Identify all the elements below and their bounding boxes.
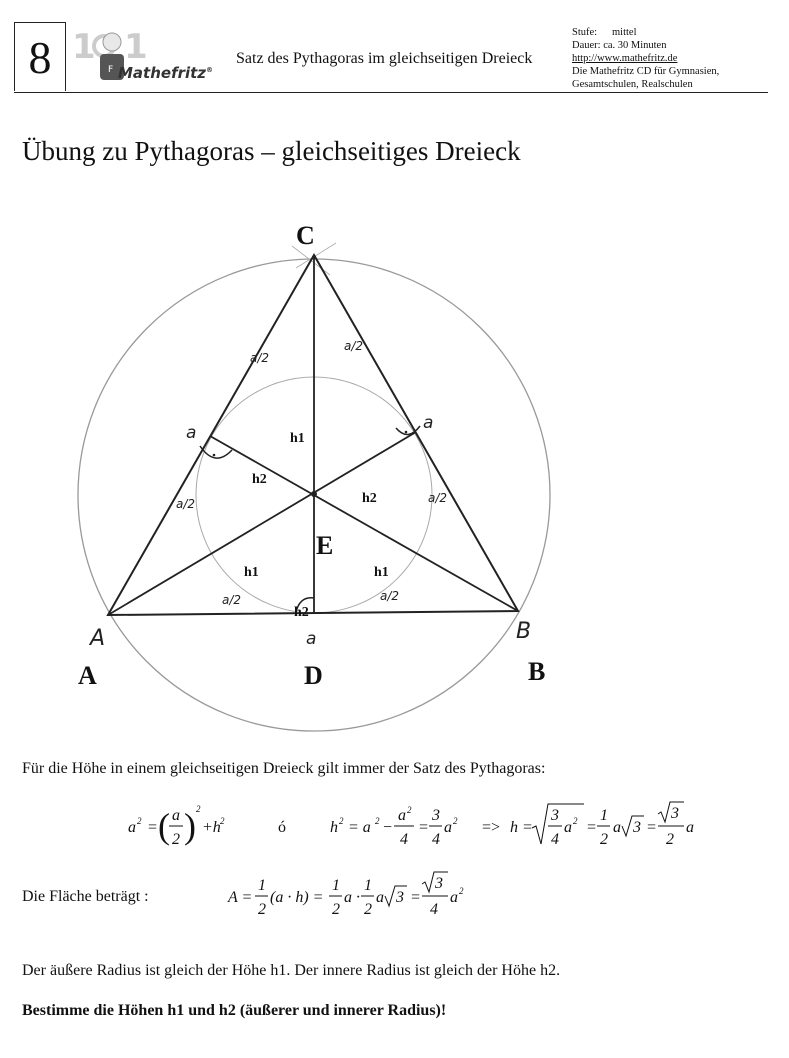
point-C-label: C: [296, 221, 315, 250]
half-side-label: a/2: [250, 351, 270, 365]
svg-text:=: =: [410, 889, 421, 906]
header-info: Stufe: mittel Dauer: ca. 30 Minuten http://www.mathefritz.de Die Mathefritz CD für Gymnasien, Gesamtschulen, Realschulen: [572, 27, 720, 90]
svg-text:4: 4: [430, 901, 438, 918]
svg-text:3: 3: [633, 819, 641, 836]
svg-text:3: 3: [435, 875, 443, 892]
intro-text: Für die Höhe in einem gleichseitigen Dreieck gilt immer der Satz des Pythagoras:: [22, 760, 546, 777]
svg-text:a: a: [172, 807, 180, 824]
h1-label: h1: [374, 565, 389, 580]
svg-text:h: h: [330, 819, 338, 836]
center-point: [311, 491, 317, 497]
hand-label-a-bottom: a: [306, 629, 317, 649]
task-text: Bestimme die Höhen h1 und h2 (äußerer und innerer Radius)!: [22, 1002, 447, 1019]
header-title: Satz des Pythagoras im gleichseitigen Dreieck: [236, 50, 533, 67]
svg-text:A =: A =: [228, 889, 253, 906]
svg-text:=: =: [586, 819, 597, 836]
hand-label-a-right: a: [423, 413, 434, 433]
svg-text:3: 3: [671, 805, 679, 822]
h1-label: h1: [244, 565, 259, 580]
area-label: Die Fläche beträgt :: [22, 888, 149, 905]
svg-text:2: 2: [573, 816, 578, 826]
svg-text:2: 2: [364, 901, 372, 918]
svg-text:1: 1: [600, 807, 608, 824]
svg-text:a: a: [398, 807, 406, 824]
svg-text:ó: ó: [278, 819, 286, 836]
svg-text:a ·: a ·: [344, 889, 360, 906]
svg-text:a: a: [564, 819, 572, 836]
svg-text:1: 1: [124, 27, 148, 67]
svg-text:3: 3: [396, 889, 404, 906]
svg-text:= a: = a: [348, 819, 371, 836]
svg-text:2: 2: [137, 816, 142, 826]
hand-label-a-left: a: [186, 423, 197, 443]
svg-text:2: 2: [196, 804, 201, 814]
svg-text:4: 4: [400, 831, 408, 848]
svg-text:3: 3: [432, 807, 440, 824]
radius-text: Der äußere Radius ist gleich der Höhe h1. Der innere Radius ist gleich der Höhe h2.: [22, 962, 561, 979]
svg-text:a: a: [444, 819, 452, 836]
svg-text:2: 2: [375, 816, 380, 826]
svg-text:(: (: [158, 806, 170, 846]
svg-text:4: 4: [432, 831, 440, 848]
hand-point-A: A: [90, 626, 106, 651]
svg-text:2: 2: [172, 831, 180, 848]
mathefritz-link[interactable]: http://www.mathefritz.de: [572, 53, 678, 64]
logo-text: Mathefritz®: [118, 64, 214, 82]
half-side-label: a/2: [222, 593, 242, 607]
page-title: Übung zu Pythagoras – gleichseitiges Dreieck: [22, 136, 521, 166]
svg-text:=: =: [147, 819, 158, 836]
page-header: [14, 22, 768, 93]
svg-text:h =: h =: [510, 819, 533, 836]
svg-text:2: 2: [332, 901, 340, 918]
svg-text:3: 3: [551, 807, 559, 824]
h2-label: h2: [362, 491, 377, 506]
half-side-label: a/2: [428, 491, 448, 505]
svg-text:−: −: [382, 819, 393, 836]
point-E-label: E: [316, 531, 334, 560]
svg-text:=: =: [646, 819, 657, 836]
svg-text:2: 2: [459, 886, 464, 896]
svg-text:=: =: [418, 819, 429, 836]
worksheet-number: 8: [14, 22, 66, 91]
svg-text:1: 1: [72, 27, 96, 67]
svg-text:2: 2: [453, 816, 458, 826]
svg-text:a: a: [686, 819, 694, 836]
svg-text:a: a: [450, 889, 458, 906]
svg-text:4: 4: [551, 831, 559, 848]
svg-text:a: a: [613, 819, 621, 836]
hand-point-B: B: [516, 619, 532, 644]
svg-text:=>: =>: [482, 819, 501, 836]
point-B-label: B: [528, 657, 546, 686]
svg-text:F: F: [108, 65, 114, 75]
area-formula: [224, 868, 484, 928]
h1-label: h1: [290, 431, 305, 446]
h2-label: h2: [294, 605, 309, 620]
half-side-label: a/2: [344, 339, 364, 353]
svg-text:a: a: [128, 819, 136, 836]
half-side-label: a/2: [176, 497, 196, 511]
svg-text:2: 2: [339, 816, 344, 826]
svg-text:2: 2: [220, 816, 225, 826]
half-side-label: a/2: [380, 589, 400, 603]
svg-text:2: 2: [258, 901, 266, 918]
svg-text:a: a: [376, 889, 384, 906]
svg-text:2: 2: [666, 831, 674, 848]
point-A-label: A: [78, 661, 97, 690]
point-D-label: D: [304, 661, 323, 690]
triangle-figure: [0, 196, 789, 756]
svg-text:): ): [184, 806, 196, 846]
svg-text:(a · h) =: (a · h) =: [270, 889, 324, 906]
svg-text:+h: +h: [202, 819, 221, 836]
svg-text:1: 1: [258, 877, 266, 894]
svg-text:2: 2: [600, 831, 608, 848]
pythagoras-formula: [120, 796, 720, 856]
svg-text:2: 2: [407, 805, 412, 815]
svg-text:1: 1: [364, 877, 372, 894]
h2-label: h2: [252, 472, 267, 487]
svg-text:1: 1: [332, 877, 340, 894]
